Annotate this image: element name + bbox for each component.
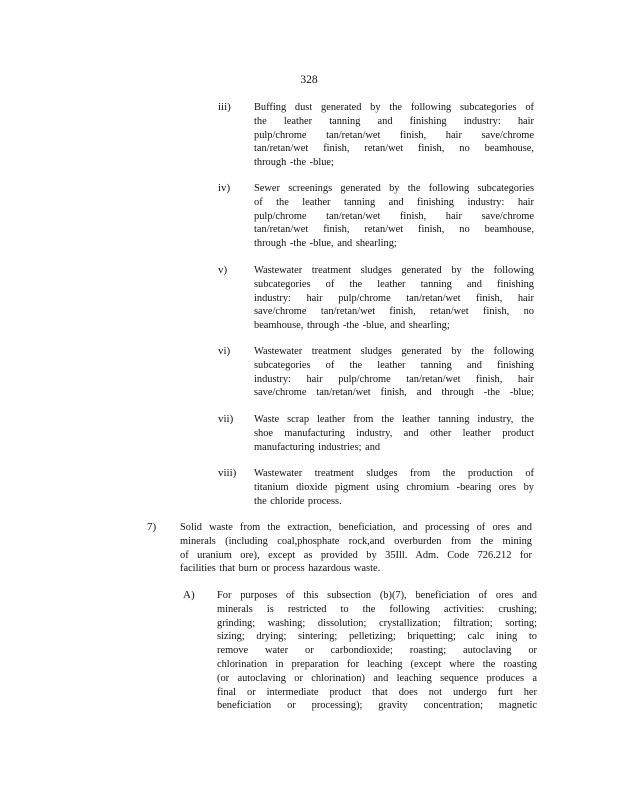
text-line: save/chrome tan/retan/wet finish, and through -the -blue; [254,387,534,399]
text-line: beneficiation or processing); gravity concentration; magnetic [217,700,537,712]
item-text [254,182,534,251]
text-line: facilities that burn or process hazardous waste. [180,563,381,575]
text-line: minerals is restricted to the following activities: crushing; [217,603,537,615]
text-line: sizing; drying; sintering; pelletizing; briquetting; calc ining to [217,631,537,643]
text-line: the leather tanning and finishing industry: hair [254,115,534,127]
item-marker: iii) [218,101,231,113]
item-marker: vi) [218,345,231,357]
text-line: For purposes of this subsection (b)(7), beneficiation of ores and [217,590,537,601]
text-line: tan/retan/wet finish, retan/wet finish, no beamhouse, [254,224,534,236]
text-line: beamhouse, through -the -blue, and shearling; [254,320,450,332]
text-line: industry: hair pulp/chrome tan/retan/wet finish, hair [254,373,534,385]
text-line: Sewer screenings generated by the following subcategories [254,183,534,194]
text-line: subcategories of the leather tanning and finishing [254,359,534,371]
text-line: save/chrome tan/retan/wet finish, retan/wet finish, no [254,306,534,318]
item-text [254,264,534,333]
text-line: of the leather tanning and finishing industry: hair [254,196,534,208]
text-line: final or intermediate product that does not undergo furt her [217,686,537,698]
item-text [254,413,534,454]
item-marker: vii) [218,413,234,425]
text-line: remove water or carbondioxide; roasting; autoclaving or [217,645,537,657]
text-line: pulp/chrome tan/retan/wet finish, hair save/chrome [254,210,534,222]
text-line: Waste scrap leather from the leather tanning industry, the [254,414,534,425]
text-line: Buffing dust generated by the following subcategories of [254,102,534,113]
text-line: grinding; washing; dissolution; crystallization; filtration; sorting; [217,617,537,629]
text-line: pulp/chrome tan/retan/wet finish, hair save/chrome [254,129,534,141]
item-marker: A) [183,589,195,601]
item-marker: iv) [218,182,231,194]
item-marker: 7) [147,521,157,533]
item-text [254,467,534,508]
text-line: minerals (including coal,phosphate rock,and overburden from the mining [180,535,532,547]
text-line: shoe manufacturing industry, and other leather product [254,427,534,439]
text-line: manufacturing industries; and [254,441,381,453]
page-number: 328 [300,74,318,86]
text-line: subcategories of the leather tanning and finishing [254,278,534,290]
text-line: Wastewater treatment sludges generated by the following [254,265,534,276]
item-text [254,101,534,170]
item-text [217,589,537,713]
text-line: the chloride process. [254,495,342,507]
text-line: (or autoclaving or chlorination) and leaching sequence produces a [217,672,537,684]
text-line: industry: hair pulp/chrome tan/retan/wet finish, hair [254,292,534,304]
item-text [180,521,532,576]
text-line: Wastewater treatment sludges from the production of [254,468,534,479]
text-line: through -the -blue; [254,157,334,169]
text-line: titanium dioxide pigment using chromium -bearing ores by [254,481,534,493]
text-line: chlorination in preparation for leaching (except where the roasting [217,658,537,670]
item-marker: v) [218,264,228,276]
text-line: of uranium ore), except as provided by 35Ill. Adm. Code 726.212 for [180,549,532,561]
text-line: Wastewater treatment sludges generated by the following [254,346,534,357]
item-text [254,345,534,400]
text-line: through -the -blue, and shearling; [254,238,397,250]
text-line: tan/retan/wet finish, retan/wet finish, no beamhouse, [254,143,534,155]
item-marker: viii) [218,467,237,479]
text-line: Solid waste from the extraction, beneficiation, and processing of ores and [180,522,532,533]
